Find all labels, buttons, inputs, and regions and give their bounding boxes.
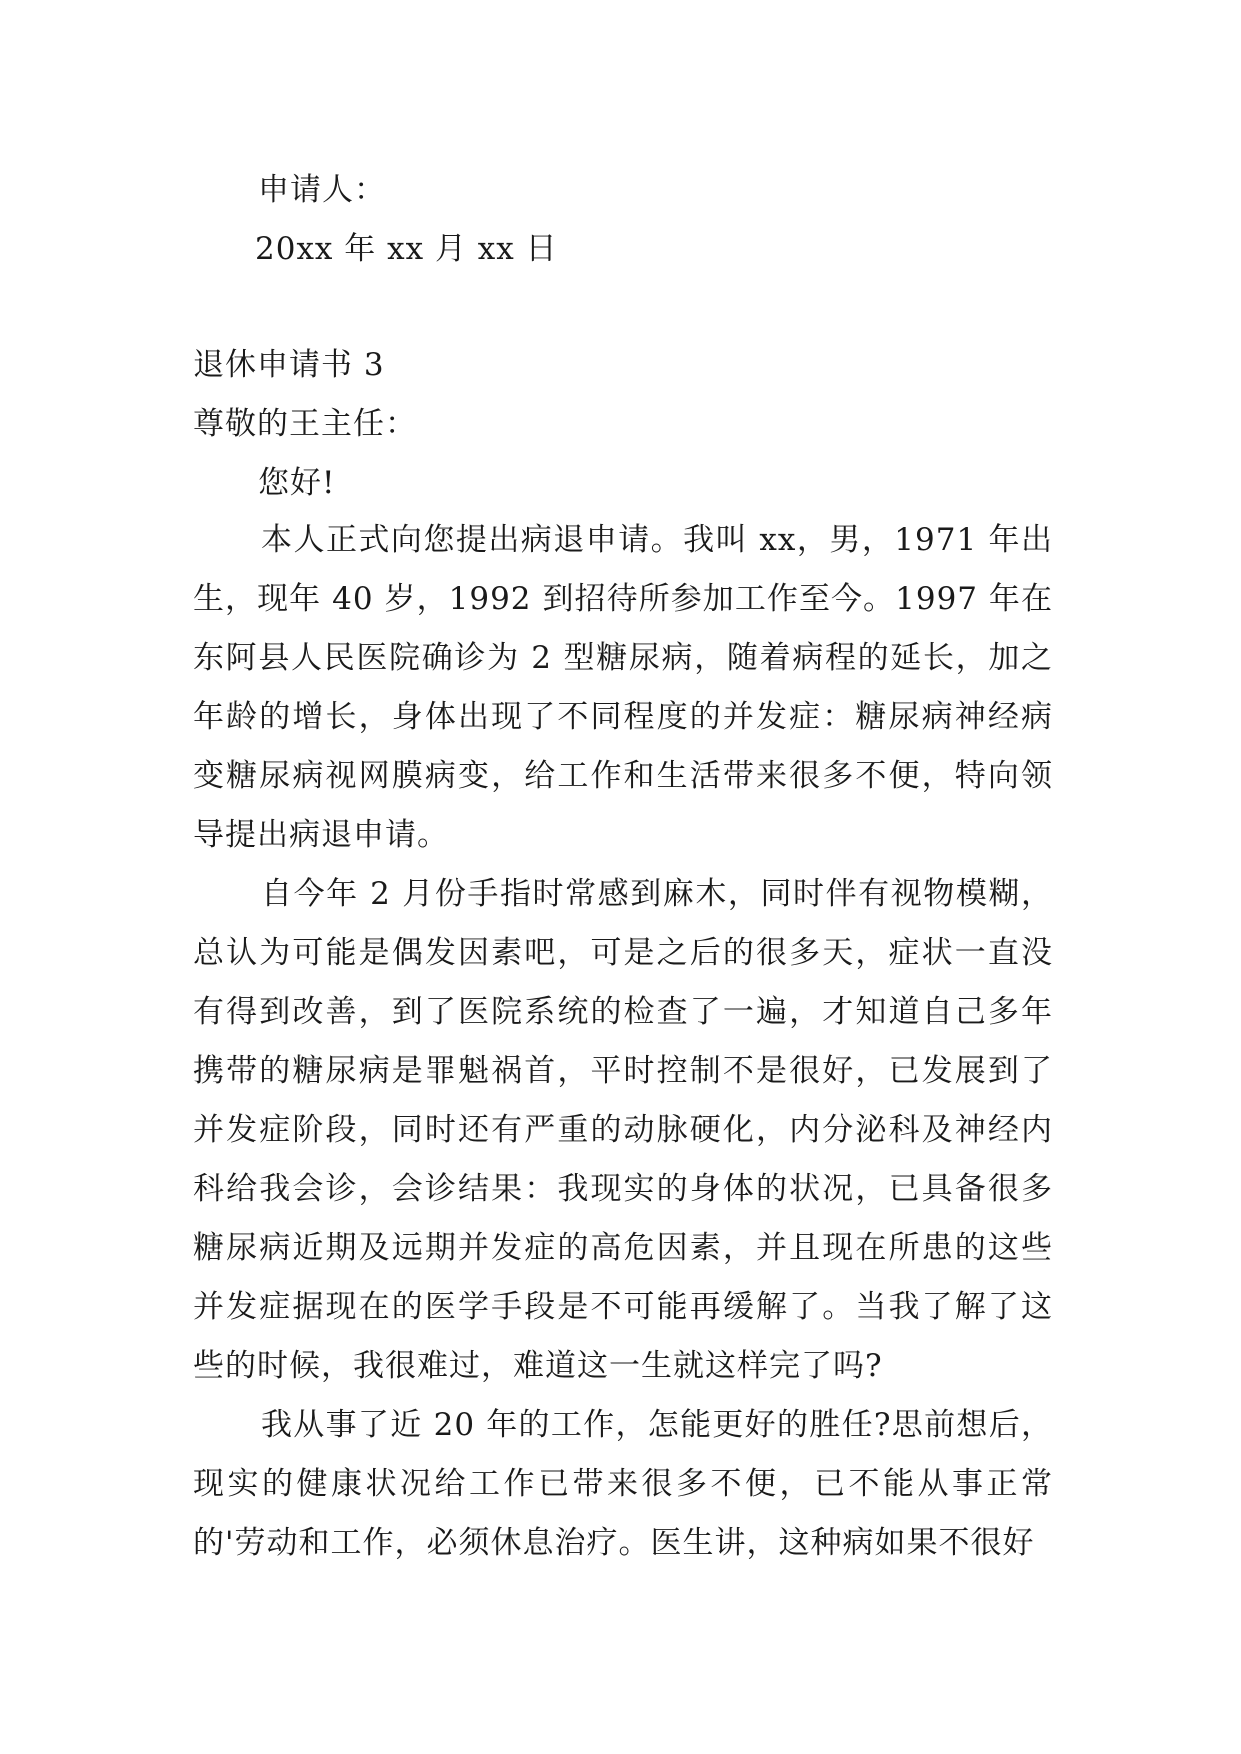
letter-body (193, 511, 1053, 1573)
body-paragraph: 我从事了近 20 年的工作，怎能更好的胜任?思前想后，现实的健康状况给工作已带来很多不便，已不能从事正常的'劳动和工作，必须休息治疗。医生讲，这种病如果不很好 (193, 1407, 1053, 1561)
signature-date: 20xx 年 xx 月 xx 日 (255, 231, 558, 267)
letter-greeting: 您好! (258, 465, 336, 501)
letter-salutation: 尊敬的王主任： (193, 406, 417, 442)
letter-title: 退休申请书 3 (193, 347, 385, 383)
body-paragraph: 本人正式向您提出病退申请。我叫 xx，男，1971 年出生，现年 40 岁，1992 到招待所参加工作至今。1997 年在东阿县人民医院确诊为 2 型糖尿病，随着病程的延长，加之年龄的增长，身体出现了不同程度的并发症：糖尿病神经病变糖尿病视网膜病变，给工作和生活带来很多不便，特向领导提出病退申请。 (193, 522, 1053, 853)
applicant-label: 申请人： (258, 172, 386, 208)
body-paragraph: 自今年 2 月份手指时常感到麻木，同时伴有视物模糊，总认为可能是偶发因素吧，可是之后的很多天，症状一直没有得到改善，到了医院系统的检查了一遍，才知道自己多年携带的糖尿病是罪魁祸首，平时控制不是很好，已发展到了并发症阶段，同时还有严重的动脉硬化，内分泌科及神经内科给我会诊，会诊结果：我现实的身体的状况，已具备很多糖尿病近期及远期并发症的高危因素，并且现在所患的这些并发症据现在的医学手段是不可能再缓解了。当我了解了这些的时候，我很难过，难道这一生就这样完了吗? (193, 876, 1053, 1384)
